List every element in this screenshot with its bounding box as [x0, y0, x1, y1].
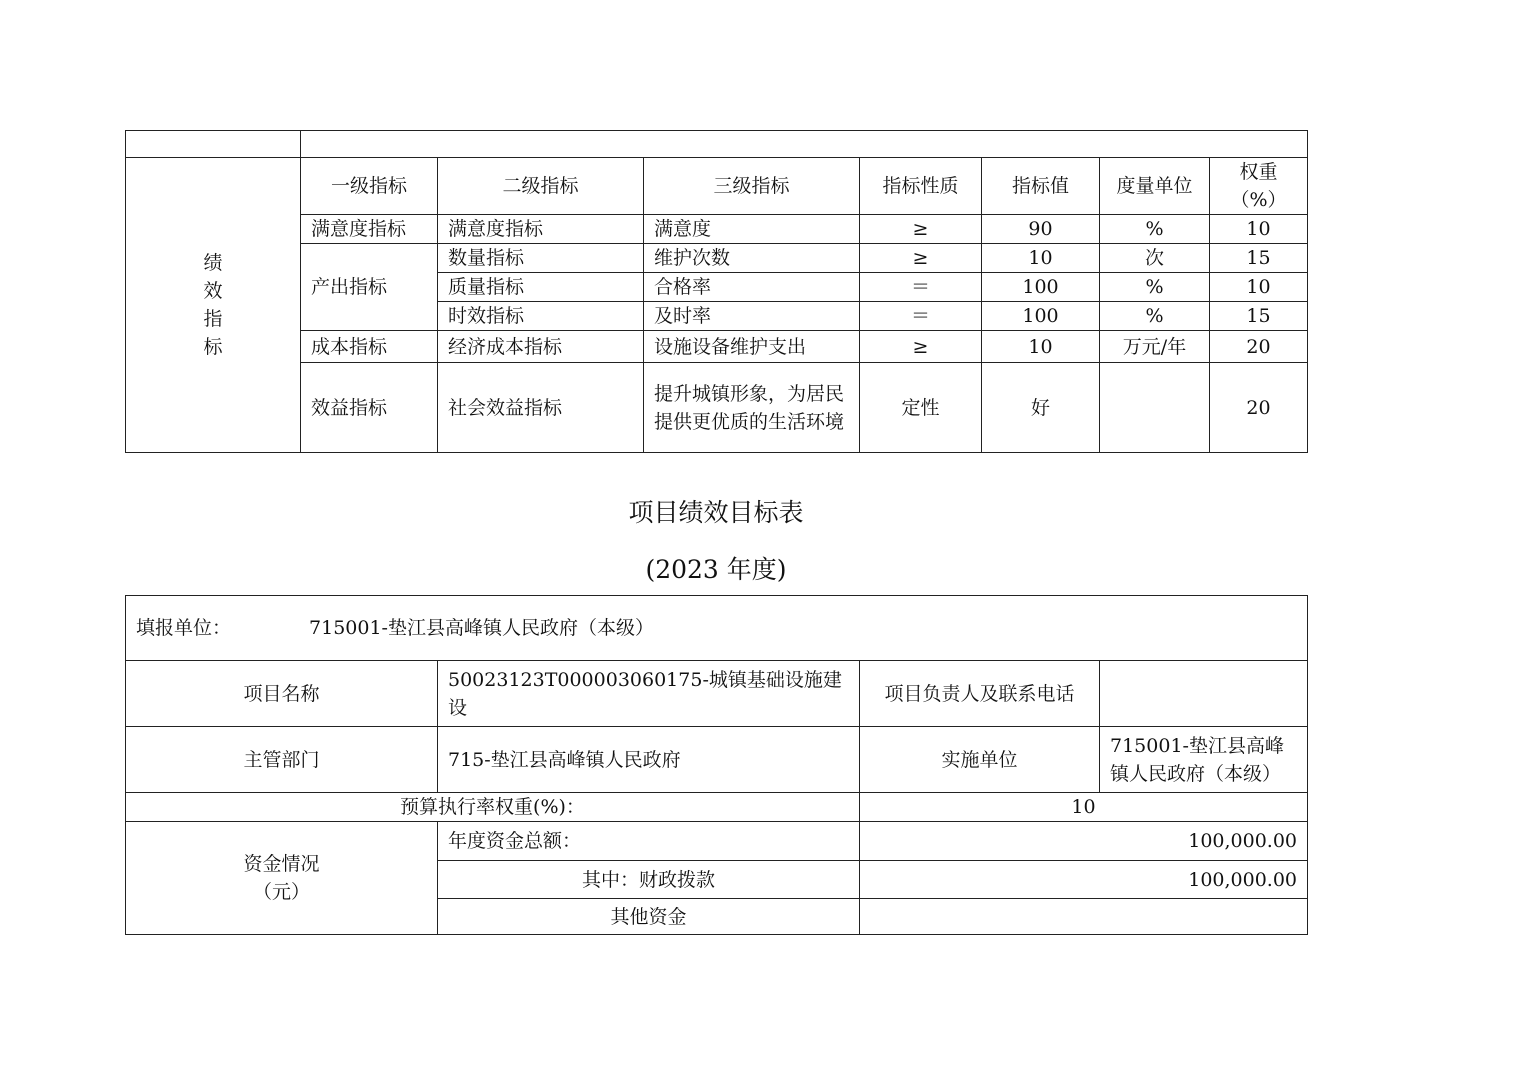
header-value: 指标值: [982, 158, 1100, 215]
document-title: 项目绩效目标表: [628, 498, 804, 527]
cell-level1: 成本指标: [301, 331, 438, 363]
funds-label-line2: （元）: [252, 881, 310, 903]
cell-level2: 时效指标: [438, 302, 644, 331]
header-level2: 二级指标: [438, 158, 644, 215]
cell-level3: 维护次数: [644, 244, 860, 273]
side-label-char: 标: [203, 336, 223, 358]
project-info-table: [125, 595, 1308, 935]
cell-unit: %: [1100, 215, 1210, 244]
cell-value: 100: [982, 273, 1100, 302]
header-unit: 度量单位: [1100, 158, 1210, 215]
cell-unit: %: [1100, 302, 1210, 331]
indicator-header-row: [126, 158, 1308, 215]
cell-weight: 20: [1210, 363, 1308, 453]
indicator-table-top-row: [126, 131, 1308, 158]
cell-level3: 设施设备维护支出: [644, 331, 860, 363]
side-label-char: 绩: [203, 252, 223, 274]
cell-nature: ≥: [860, 244, 982, 273]
cell-value: 100: [982, 302, 1100, 331]
document-subtitle: (2023 年度): [645, 555, 787, 584]
indicator-table: [125, 130, 1308, 453]
table-row: [126, 244, 1308, 273]
cell-level1: 满意度指标: [301, 215, 438, 244]
cell-level1: 产出指标: [301, 244, 438, 331]
department-row: [126, 727, 1308, 793]
reporting-unit-label: 填报单位：: [136, 617, 232, 639]
blank-cell: [126, 131, 301, 158]
funds-total-row: [126, 822, 1308, 861]
department-label: 主管部门: [126, 727, 438, 793]
cell-level2: 满意度指标: [438, 215, 644, 244]
cell-value: 10: [982, 331, 1100, 363]
cell-nature: ＝: [860, 302, 982, 331]
reporting-unit-value: 715001-垫江县高峰镇人民政府（本级）: [309, 617, 654, 639]
cell-weight: 15: [1210, 302, 1308, 331]
table-row: [126, 215, 1308, 244]
funds-label: [126, 822, 438, 935]
header-weight: 权重（%）: [1210, 158, 1308, 215]
project-name-row: [126, 661, 1308, 727]
budget-rate-value: 10: [860, 793, 1308, 822]
implementing-unit-label: 实施单位: [860, 727, 1100, 793]
cell-nature: ≥: [860, 331, 982, 363]
budget-rate-label: 预算执行率权重(%)：: [126, 793, 860, 822]
cell-level2: 质量指标: [438, 273, 644, 302]
cell-value: 10: [982, 244, 1100, 273]
side-label-char: 指: [203, 308, 223, 330]
cell-level1: 效益指标: [301, 363, 438, 453]
cell-weight: 20: [1210, 331, 1308, 363]
reporting-unit-row: [126, 596, 1308, 661]
budget-rate-row: [126, 793, 1308, 822]
cell-level3: 及时率: [644, 302, 860, 331]
cell-level2: 经济成本指标: [438, 331, 644, 363]
cell-level3: 合格率: [644, 273, 860, 302]
cell-value: 好: [982, 363, 1100, 453]
project-name-value: 50023123T000003060175-城镇基础设施建设: [438, 661, 860, 727]
fiscal-funds-value: 100,000.00: [860, 861, 1308, 899]
side-label-char: 效: [203, 280, 223, 302]
cell-level3: 提升城镇形象，为居民提供更优质的生活环境: [644, 363, 860, 453]
cell-level2: 社会效益指标: [438, 363, 644, 453]
cell-unit: 次: [1100, 244, 1210, 273]
cell-unit: %: [1100, 273, 1210, 302]
fiscal-funds-label: 其中：财政拨款: [438, 861, 860, 899]
performance-indicator-side-label: [126, 158, 301, 453]
contact-label: 项目负责人及联系电话: [860, 661, 1100, 727]
header-level1: 一级指标: [301, 158, 438, 215]
other-funds-value: [860, 899, 1308, 935]
other-funds-label: 其他资金: [438, 899, 860, 935]
blank-cell: [301, 131, 1308, 158]
table-row: [126, 331, 1308, 363]
contact-value: [1100, 661, 1308, 727]
cell-nature: ＝: [860, 273, 982, 302]
annual-total-label: 年度资金总额：: [438, 822, 860, 861]
department-value: 715-垫江县高峰镇人民政府: [438, 727, 860, 793]
cell-unit: 万元/年: [1100, 331, 1210, 363]
project-name-label: 项目名称: [126, 661, 438, 727]
implementing-unit-value: 715001-垫江县高峰镇人民政府（本级）: [1100, 727, 1308, 793]
reporting-unit-cell: [126, 596, 1308, 661]
header-level3: 三级指标: [644, 158, 860, 215]
annual-total-value: 100,000.00: [860, 822, 1308, 861]
table-row: [126, 363, 1308, 453]
cell-level3: 满意度: [644, 215, 860, 244]
funds-label-line1: 资金情况: [243, 853, 320, 875]
cell-nature: ≥: [860, 215, 982, 244]
cell-value: 90: [982, 215, 1100, 244]
cell-weight: 15: [1210, 244, 1308, 273]
cell-weight: 10: [1210, 215, 1308, 244]
cell-level2: 数量指标: [438, 244, 644, 273]
header-nature: 指标性质: [860, 158, 982, 215]
cell-unit: [1100, 363, 1210, 453]
cell-weight: 10: [1210, 273, 1308, 302]
cell-nature: 定性: [860, 363, 982, 453]
